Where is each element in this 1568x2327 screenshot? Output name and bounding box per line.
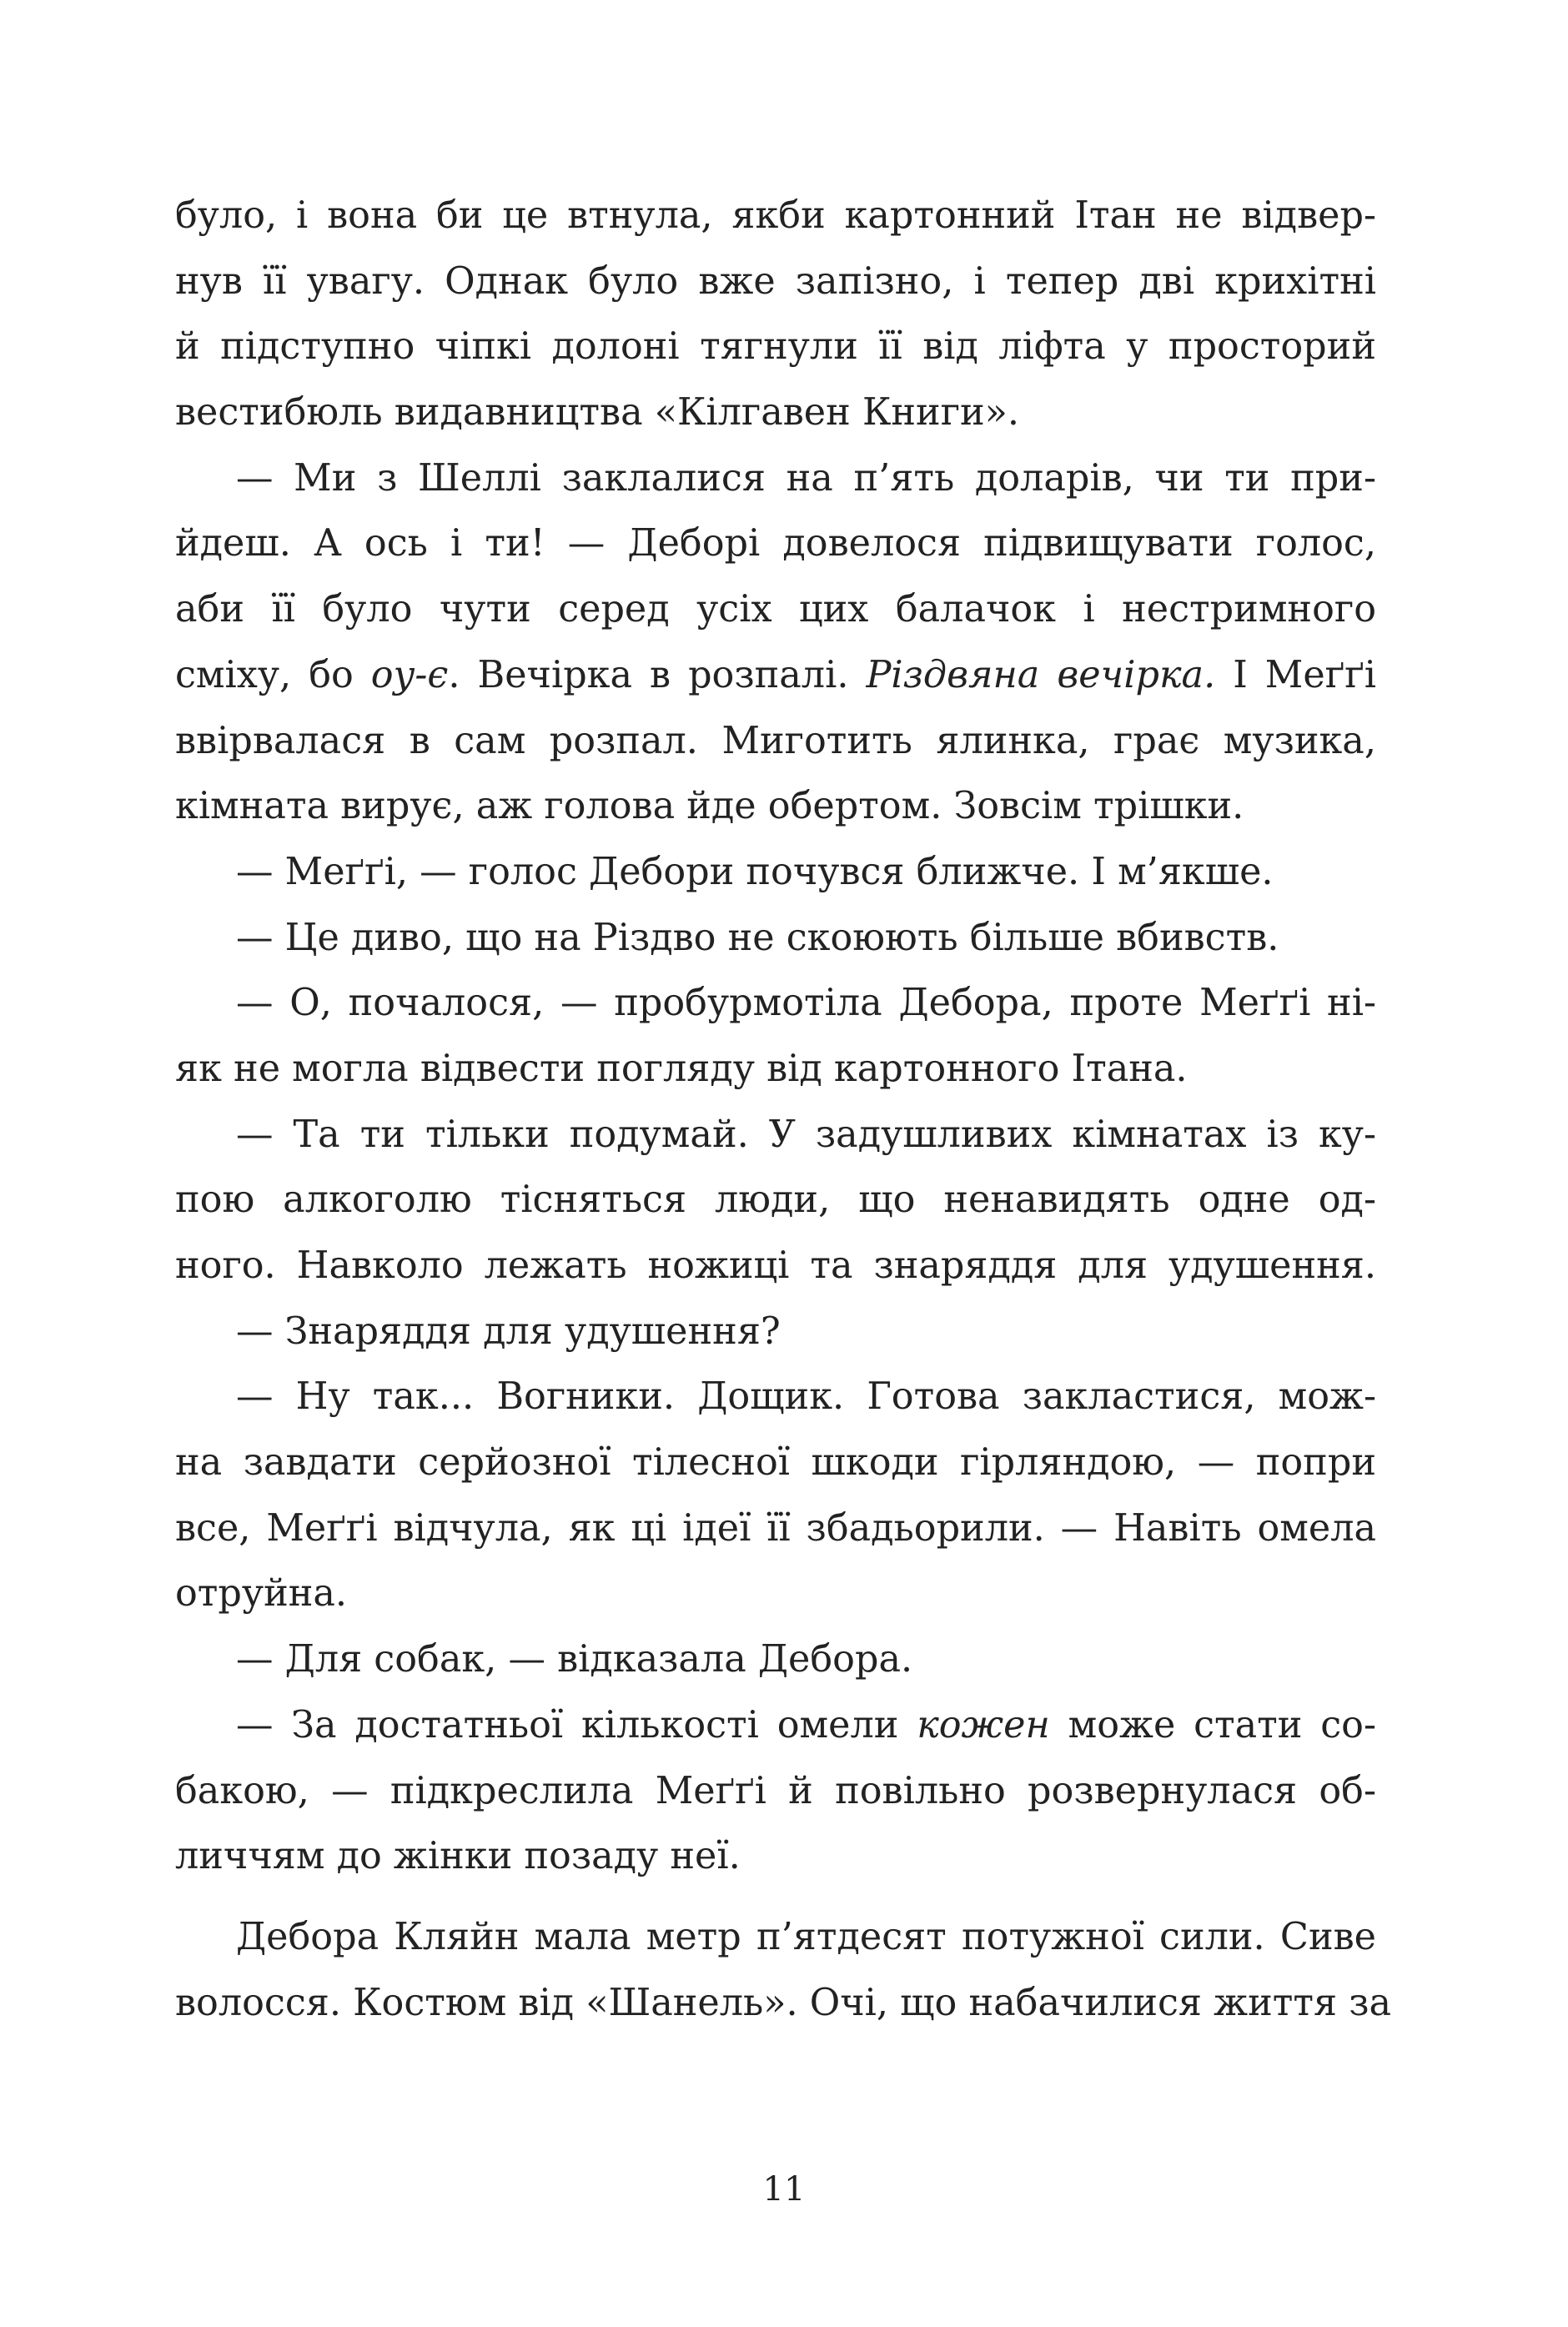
text-line: було, і вона би це втнула, якби картонний Ітан не відвер- bbox=[175, 194, 1376, 237]
text-line: ного. Навколо лежать ножиці та знаряддя для удушення. bbox=[175, 1244, 1376, 1287]
text-line: все, Меґґі відчула, як ці ідеї її збадьорили. — Навіть омела bbox=[175, 1506, 1376, 1550]
text-line bbox=[175, 1693, 1376, 1759]
text-line: — Ну так... Вогники. Дощик. Готова закластися, мож- bbox=[236, 1375, 1376, 1419]
text-line: кімната вирує, аж голова йде обертом. Зовсім трішки. bbox=[175, 785, 1244, 828]
italic-text: оу-є bbox=[370, 653, 449, 696]
text-line: — О, почалося, — пробурмотіла Дебора, проте Меґґі ні- bbox=[236, 982, 1376, 1025]
text-line: — Ми з Шеллі заклалися на п’ять доларів, чи ти при- bbox=[236, 456, 1376, 500]
page-number: 11 bbox=[762, 2170, 806, 2209]
text-line: личчям до жінки позаду неї. bbox=[175, 1835, 741, 1878]
text-line: на завдати серйозної тілесної шкоди гірляндою, — попри bbox=[175, 1441, 1376, 1485]
text-line: й підступно чіпкі долоні тягнули її від ліфта у просторий bbox=[175, 325, 1376, 369]
text-line: пою алкоголю тісняться люди, що ненавидять одне од- bbox=[175, 1179, 1376, 1222]
text-line: ввірвалася в сам розпал. Миготить ялинка, грає музика, bbox=[175, 719, 1376, 762]
text-segment: І Меґґі bbox=[1215, 653, 1376, 696]
text-line: аби її було чути серед усіх цих балачок і нестримного bbox=[175, 588, 1376, 631]
text-line: — Знаряддя для удушення? bbox=[236, 1309, 781, 1353]
text-segment: — За достатньої кількості омели bbox=[236, 1703, 917, 1747]
text-segment: сміху, бо bbox=[175, 653, 371, 696]
text-line: — Та ти тільки подумай. У задушливих кімнатах із ку- bbox=[236, 1113, 1376, 1156]
italic-text: кожен bbox=[917, 1703, 1050, 1747]
text-line: йдеш. А ось і ти! — Деборі довелося підвищувати голос, bbox=[175, 522, 1376, 565]
text-line: бакою, — підкреслила Меґґі й повільно розвернулася об- bbox=[175, 1769, 1376, 1812]
text-line: вестибюль видавництва «Кілгавен Книги». bbox=[175, 391, 1020, 435]
text-segment: . Вечірка в розпалі. bbox=[448, 653, 867, 696]
text-line: отруйна. bbox=[175, 1572, 348, 1616]
text-line bbox=[175, 643, 1376, 709]
italic-text: Різдвяна вечірка. bbox=[866, 653, 1216, 696]
body-text bbox=[175, 183, 1392, 2036]
text-line: — Для собак, — відказала Дебора. bbox=[236, 1638, 913, 1681]
text-segment: може стати со- bbox=[1049, 1703, 1377, 1747]
text-line: волосся. Костюм від «Шанель». Очі, що набачилися життя за bbox=[175, 1981, 1392, 2024]
text-line: — Це диво, що на Різдво не скоюють більше вбивств. bbox=[236, 916, 1279, 959]
text-line: як не могла відвести погляду від картонного Ітана. bbox=[175, 1047, 1188, 1090]
text-line: — Меґґі, — голос Дебори почувся ближче. І м’якше. bbox=[236, 850, 1274, 893]
text-line: нув її увагу. Однак було вже запізно, і тепер дві крихітні bbox=[175, 259, 1376, 303]
text-line: Дебора Кляйн мала метр п’ятдесят потужної сили. Сиве bbox=[236, 1915, 1376, 1958]
